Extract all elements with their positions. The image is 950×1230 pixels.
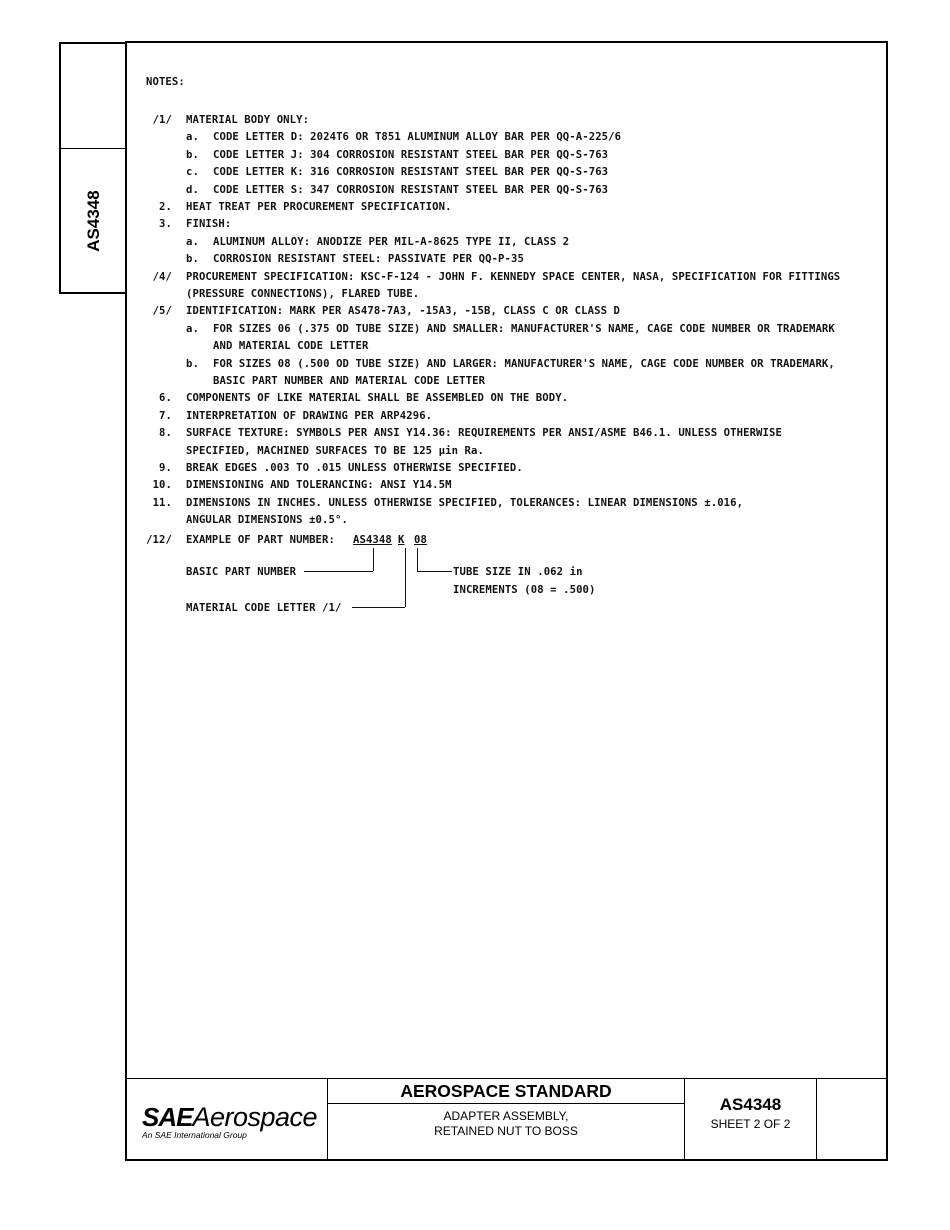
note-number: /12/ [146, 534, 172, 546]
part-description-line-1: ADAPTER ASSEMBLY, [443, 1109, 569, 1123]
example-size-code: 08 [414, 534, 427, 546]
sub-item-letter: b. [186, 357, 199, 370]
logo-brand: SAE [142, 1102, 193, 1132]
note-number: 9. [159, 462, 172, 474]
tube-size-increments-label: INCREMENTS (08 = .500) [453, 584, 596, 596]
note-number: 6. [159, 392, 172, 405]
example-material-code: K [398, 534, 405, 546]
part-description-line-2: RETAINED NUT TO BOSS [434, 1124, 578, 1138]
logo-tagline: An SAE International Group [142, 1130, 247, 1140]
logo-word: Aerospace [192, 1102, 318, 1132]
note-number: 8. [159, 427, 172, 440]
tube-size-label: TUBE SIZE IN .062 in [453, 566, 583, 578]
title-block-logo-cell [125, 1079, 328, 1160]
leader-basic-vertical [373, 548, 374, 571]
sae-aerospace-logo [142, 1102, 317, 1140]
title-block-doc-cell [685, 1079, 817, 1160]
note-text: BREAK EDGES .003 TO .015 UNLESS OTHERWISE SPECIFIED. [186, 462, 523, 474]
sub-item-text: FOR SIZES 06 (.375 OD TUBE SIZE) AND SMALLER: MANUFACTURER'S NAME, CAGE CODE NUMBER OR TRADEMARK [213, 322, 835, 335]
note-text: HEAT TREAT PER PROCUREMENT SPECIFICATION. [186, 201, 452, 213]
note-text: (PRESSURE CONNECTIONS), FLARED TUBE. [186, 288, 420, 300]
side-doc-number: AS4348 [83, 190, 103, 252]
note-text: DIMENSIONING AND TOLERANCING: ANSI Y14.5M [186, 479, 452, 492]
side-tab-label-area [61, 148, 126, 294]
standard-title: AEROSPACE STANDARD [328, 1079, 684, 1104]
leader-material-horizontal [352, 607, 405, 608]
sub-item-text: AND MATERIAL CODE LETTER [213, 340, 369, 353]
note-number: /1/ [152, 114, 172, 126]
sub-item-text: CODE LETTER S: 347 CORROSION RESISTANT STEEL BAR PER QQ-S-763 [213, 183, 609, 196]
note-text: MATERIAL BODY ONLY: [186, 114, 310, 126]
sub-item-text: CODE LETTER J: 304 CORROSION RESISTANT STEEL BAR PER QQ-S-763 [213, 148, 609, 161]
note-text: DIMENSIONS IN INCHES. UNLESS OTHERWISE SPECIFIED, TOLERANCES: LINEAR DIMENSIONS ±.016, [186, 496, 744, 509]
sub-item-text: FOR SIZES 08 (.500 OD TUBE SIZE) AND LARGER: MANUFACTURER'S NAME, CAGE CODE NUMBER OR TRADEMARK, [213, 357, 835, 370]
sub-item-text: ALUMINUM ALLOY: ANODIZE PER MIL-A-8625 TYPE II, CLASS 2 [213, 235, 570, 248]
note-number: /5/ [152, 305, 172, 318]
note-number: 7. [159, 409, 172, 422]
title-block [125, 1078, 888, 1161]
title-block-title-cell [328, 1079, 685, 1160]
title-block-blank-cell [817, 1079, 886, 1160]
material-code-letter-label: MATERIAL CODE LETTER /1/ [186, 602, 342, 614]
sub-item-letter: b. [186, 253, 199, 266]
note-text: INTERPRETATION OF DRAWING PER ARP4296. [186, 409, 433, 422]
sub-item-text: CODE LETTER D: 2024T6 OR T851 ALUMINUM ALLOY BAR PER QQ-A-225/6 [213, 131, 622, 144]
sub-item-text: BASIC PART NUMBER AND MATERIAL CODE LETTER [213, 375, 486, 387]
sub-item-text: CODE LETTER K: 316 CORROSION RESISTANT STEEL BAR PER QQ-S-763 [213, 166, 609, 179]
leader-size-vertical [417, 548, 418, 571]
doc-number: AS4348 [719, 1095, 782, 1114]
note-text: COMPONENTS OF LIKE MATERIAL SHALL BE ASSEMBLED ON THE BODY. [186, 392, 569, 405]
note-text: SURFACE TEXTURE: SYMBOLS PER ANSI Y14.36: REQUIREMENTS PER ANSI/ASME B46.1. UNLESS OTHERWISE [186, 427, 782, 440]
example-basic-part: AS4348 [353, 534, 392, 546]
sub-item-letter: a. [186, 322, 199, 335]
sub-item-letter: d. [186, 183, 199, 196]
note-number: /4/ [152, 270, 172, 283]
sub-item-letter: b. [186, 148, 199, 161]
note-number: 10. [152, 479, 172, 492]
sub-item-letter: a. [186, 131, 199, 144]
note-text: PROCUREMENT SPECIFICATION: KSC-F-124 - JOHN F. KENNEDY SPACE CENTER, NASA, SPECIFICATION FOR FITTINGS [186, 270, 841, 283]
note-text: IDENTIFICATION: MARK PER AS478-7A3, -15A3, -15B, CLASS C OR CLASS D [186, 305, 621, 318]
leader-basic-horizontal [304, 571, 373, 572]
leader-size-horizontal [417, 571, 452, 572]
note-text: ANGULAR DIMENSIONS ±0.5°. [186, 514, 348, 527]
sub-item-letter: c. [186, 166, 199, 179]
example-label: EXAMPLE OF PART NUMBER: [186, 534, 335, 546]
side-tab [59, 42, 126, 294]
sub-item-letter: a. [186, 235, 199, 248]
notes-heading: NOTES: [146, 76, 185, 88]
basic-part-number-label: BASIC PART NUMBER [186, 566, 297, 578]
note-text: SPECIFIED, MACHINED SURFACES TO BE 125 μin Ra. [186, 444, 484, 457]
leader-material-vertical [405, 548, 406, 607]
note-number: 11. [152, 496, 172, 509]
note-number: 2. [159, 201, 172, 213]
note-text: FINISH: [186, 218, 232, 231]
sheet-number: SHEET 2 OF 2 [710, 1117, 791, 1131]
note-number: 3. [159, 218, 172, 231]
sub-item-text: CORROSION RESISTANT STEEL: PASSIVATE PER QQ-P-35 [213, 253, 524, 266]
